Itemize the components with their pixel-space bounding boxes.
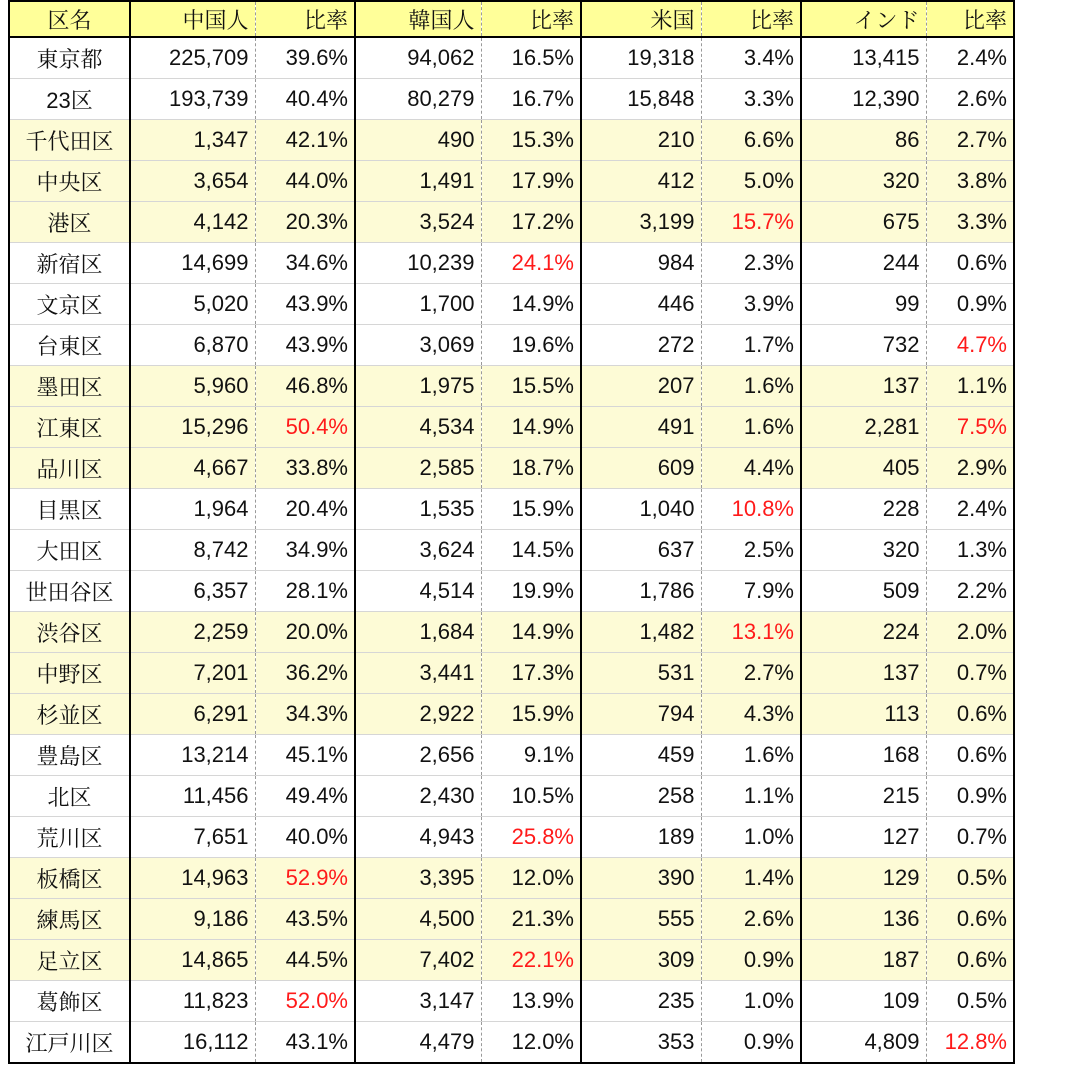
korean-count-cell: 4,943 — [355, 817, 481, 858]
ward-name-cell: 渋谷区 — [9, 612, 130, 653]
table-row — [9, 161, 1014, 202]
chinese-ratio-cell: 50.4% — [255, 407, 355, 448]
india-count-cell: 13,415 — [801, 37, 926, 79]
korean-ratio-cell: 14.9% — [481, 407, 581, 448]
korean-ratio-cell: 24.1% — [481, 243, 581, 284]
table-row — [9, 735, 1014, 776]
ward-name-cell: 東京都 — [9, 37, 130, 79]
ward-name-cell: 豊島区 — [9, 735, 130, 776]
us-count-cell: 1,482 — [581, 612, 701, 653]
us-ratio-cell: 3.4% — [701, 37, 801, 79]
table-body — [9, 37, 1014, 1063]
chinese-count-cell: 14,963 — [130, 858, 255, 899]
us-ratio-cell: 1.0% — [701, 817, 801, 858]
us-count-cell: 3,199 — [581, 202, 701, 243]
chinese-ratio-cell: 28.1% — [255, 571, 355, 612]
us-count-cell: 15,848 — [581, 79, 701, 120]
chinese-ratio-cell: 44.0% — [255, 161, 355, 202]
chinese-ratio-cell: 45.1% — [255, 735, 355, 776]
chinese-ratio-cell: 20.4% — [255, 489, 355, 530]
table-row — [9, 1022, 1014, 1064]
korean-count-cell: 1,491 — [355, 161, 481, 202]
ward-name-cell: 葛飾区 — [9, 981, 130, 1022]
chinese-ratio-cell: 34.3% — [255, 694, 355, 735]
chinese-count-cell: 6,291 — [130, 694, 255, 735]
india-ratio-cell: 0.9% — [926, 284, 1014, 325]
korean-count-cell: 1,700 — [355, 284, 481, 325]
us-count-cell: 531 — [581, 653, 701, 694]
chinese-count-cell: 4,142 — [130, 202, 255, 243]
us-count-cell: 235 — [581, 981, 701, 1022]
korean-ratio-cell: 13.9% — [481, 981, 581, 1022]
india-count-cell: 320 — [801, 161, 926, 202]
ward-name-cell: 新宿区 — [9, 243, 130, 284]
india-ratio-cell: 2.6% — [926, 79, 1014, 120]
india-count-cell: 509 — [801, 571, 926, 612]
india-ratio-cell: 1.3% — [926, 530, 1014, 571]
chinese-count-cell: 5,020 — [130, 284, 255, 325]
us-count-cell: 390 — [581, 858, 701, 899]
ward-name-cell: 江戸川区 — [9, 1022, 130, 1064]
india-ratio-cell: 7.5% — [926, 407, 1014, 448]
korean-ratio-cell: 9.1% — [481, 735, 581, 776]
table-row — [9, 284, 1014, 325]
us-ratio-cell: 2.6% — [701, 899, 801, 940]
ward-name-cell: 荒川区 — [9, 817, 130, 858]
korean-ratio-cell: 12.0% — [481, 1022, 581, 1064]
korean-ratio-cell: 18.7% — [481, 448, 581, 489]
ward-name-cell: 文京区 — [9, 284, 130, 325]
india-ratio-cell: 0.7% — [926, 817, 1014, 858]
table-row — [9, 571, 1014, 612]
india-count-cell: 675 — [801, 202, 926, 243]
korean-ratio-cell: 14.9% — [481, 612, 581, 653]
population-table — [8, 0, 1015, 1064]
india-count-cell: 113 — [801, 694, 926, 735]
india-count-cell: 168 — [801, 735, 926, 776]
korean-count-cell: 3,441 — [355, 653, 481, 694]
india-count-cell: 244 — [801, 243, 926, 284]
india-ratio-cell: 0.7% — [926, 653, 1014, 694]
chinese-ratio-cell: 52.9% — [255, 858, 355, 899]
korean-ratio-cell: 17.9% — [481, 161, 581, 202]
table-row — [9, 940, 1014, 981]
chinese-ratio-cell: 36.2% — [255, 653, 355, 694]
table-row — [9, 202, 1014, 243]
chinese-count-cell: 16,112 — [130, 1022, 255, 1064]
india-ratio-cell: 2.4% — [926, 489, 1014, 530]
us-count-cell: 412 — [581, 161, 701, 202]
us-ratio-cell: 4.4% — [701, 448, 801, 489]
chinese-ratio-cell: 46.8% — [255, 366, 355, 407]
ward-name-cell: 江東区 — [9, 407, 130, 448]
us-ratio-cell: 1.6% — [701, 735, 801, 776]
table-row — [9, 653, 1014, 694]
chinese-ratio-cell: 33.8% — [255, 448, 355, 489]
header-korean: 韓国人 — [355, 1, 481, 37]
india-count-cell: 2,281 — [801, 407, 926, 448]
india-count-cell: 215 — [801, 776, 926, 817]
chinese-count-cell: 6,357 — [130, 571, 255, 612]
table-row — [9, 858, 1014, 899]
korean-count-cell: 4,514 — [355, 571, 481, 612]
us-ratio-cell: 13.1% — [701, 612, 801, 653]
korean-ratio-cell: 17.3% — [481, 653, 581, 694]
india-count-cell: 405 — [801, 448, 926, 489]
chinese-count-cell: 3,654 — [130, 161, 255, 202]
ward-name-cell: 23区 — [9, 79, 130, 120]
korean-count-cell: 2,585 — [355, 448, 481, 489]
india-count-cell: 187 — [801, 940, 926, 981]
chinese-ratio-cell: 43.9% — [255, 284, 355, 325]
us-ratio-cell: 4.3% — [701, 694, 801, 735]
india-ratio-cell: 0.6% — [926, 694, 1014, 735]
chinese-ratio-cell: 42.1% — [255, 120, 355, 161]
korean-count-cell: 3,069 — [355, 325, 481, 366]
us-ratio-cell: 1.4% — [701, 858, 801, 899]
india-ratio-cell: 2.9% — [926, 448, 1014, 489]
india-ratio-cell: 3.3% — [926, 202, 1014, 243]
chinese-count-cell: 7,651 — [130, 817, 255, 858]
header-ratio: 比率 — [255, 1, 355, 37]
india-ratio-cell: 2.2% — [926, 571, 1014, 612]
korean-ratio-cell: 16.7% — [481, 79, 581, 120]
india-ratio-cell: 0.5% — [926, 981, 1014, 1022]
us-ratio-cell: 5.0% — [701, 161, 801, 202]
us-count-cell: 207 — [581, 366, 701, 407]
ward-name-cell: 板橋区 — [9, 858, 130, 899]
korean-count-cell: 490 — [355, 120, 481, 161]
us-ratio-cell: 3.9% — [701, 284, 801, 325]
chinese-ratio-cell: 43.5% — [255, 899, 355, 940]
chinese-ratio-cell: 40.4% — [255, 79, 355, 120]
us-ratio-cell: 0.9% — [701, 1022, 801, 1064]
us-ratio-cell: 3.3% — [701, 79, 801, 120]
chinese-count-cell: 13,214 — [130, 735, 255, 776]
us-count-cell: 794 — [581, 694, 701, 735]
us-count-cell: 446 — [581, 284, 701, 325]
us-ratio-cell: 1.1% — [701, 776, 801, 817]
korean-count-cell: 3,624 — [355, 530, 481, 571]
header-ratio: 比率 — [926, 1, 1014, 37]
ward-name-cell: 目黒区 — [9, 489, 130, 530]
table-row — [9, 448, 1014, 489]
table-row — [9, 366, 1014, 407]
korean-ratio-cell: 16.5% — [481, 37, 581, 79]
us-count-cell: 1,786 — [581, 571, 701, 612]
chinese-count-cell: 7,201 — [130, 653, 255, 694]
us-count-cell: 272 — [581, 325, 701, 366]
table-row — [9, 37, 1014, 79]
table-row — [9, 530, 1014, 571]
ward-name-cell: 北区 — [9, 776, 130, 817]
india-count-cell: 99 — [801, 284, 926, 325]
ward-name-cell: 中野区 — [9, 653, 130, 694]
chinese-ratio-cell: 49.4% — [255, 776, 355, 817]
korean-ratio-cell: 14.5% — [481, 530, 581, 571]
chinese-ratio-cell: 34.9% — [255, 530, 355, 571]
table-row — [9, 243, 1014, 284]
table-row — [9, 407, 1014, 448]
us-count-cell: 637 — [581, 530, 701, 571]
chinese-ratio-cell: 20.3% — [255, 202, 355, 243]
chinese-ratio-cell: 20.0% — [255, 612, 355, 653]
chinese-count-cell: 6,870 — [130, 325, 255, 366]
india-count-cell: 137 — [801, 366, 926, 407]
chinese-count-cell: 8,742 — [130, 530, 255, 571]
korean-ratio-cell: 12.0% — [481, 858, 581, 899]
chinese-count-cell: 9,186 — [130, 899, 255, 940]
header-india: インド — [801, 1, 926, 37]
table-row — [9, 694, 1014, 735]
india-ratio-cell: 2.7% — [926, 120, 1014, 161]
chinese-ratio-cell: 43.9% — [255, 325, 355, 366]
chinese-count-cell: 14,699 — [130, 243, 255, 284]
india-ratio-cell: 3.8% — [926, 161, 1014, 202]
korean-count-cell: 80,279 — [355, 79, 481, 120]
ward-name-cell: 中央区 — [9, 161, 130, 202]
header-ratio: 比率 — [701, 1, 801, 37]
chinese-count-cell: 15,296 — [130, 407, 255, 448]
korean-count-cell: 1,975 — [355, 366, 481, 407]
header-row — [9, 1, 1014, 37]
korean-count-cell: 7,402 — [355, 940, 481, 981]
india-ratio-cell: 2.0% — [926, 612, 1014, 653]
india-count-cell: 732 — [801, 325, 926, 366]
chinese-count-cell: 5,960 — [130, 366, 255, 407]
us-ratio-cell: 1.6% — [701, 366, 801, 407]
chinese-count-cell: 225,709 — [130, 37, 255, 79]
us-ratio-cell: 1.0% — [701, 981, 801, 1022]
korean-count-cell: 4,534 — [355, 407, 481, 448]
korean-ratio-cell: 15.5% — [481, 366, 581, 407]
us-ratio-cell: 15.7% — [701, 202, 801, 243]
us-ratio-cell: 2.7% — [701, 653, 801, 694]
us-ratio-cell: 6.6% — [701, 120, 801, 161]
india-count-cell: 127 — [801, 817, 926, 858]
us-count-cell: 353 — [581, 1022, 701, 1064]
india-count-cell: 224 — [801, 612, 926, 653]
chinese-ratio-cell: 39.6% — [255, 37, 355, 79]
korean-count-cell: 10,239 — [355, 243, 481, 284]
india-ratio-cell: 1.1% — [926, 366, 1014, 407]
ward-name-cell: 品川区 — [9, 448, 130, 489]
chinese-count-cell: 11,823 — [130, 981, 255, 1022]
chinese-ratio-cell: 43.1% — [255, 1022, 355, 1064]
us-ratio-cell: 1.6% — [701, 407, 801, 448]
korean-count-cell: 1,535 — [355, 489, 481, 530]
india-ratio-cell: 0.5% — [926, 858, 1014, 899]
chinese-count-cell: 1,347 — [130, 120, 255, 161]
chinese-count-cell: 4,667 — [130, 448, 255, 489]
us-ratio-cell: 0.9% — [701, 940, 801, 981]
us-count-cell: 555 — [581, 899, 701, 940]
us-count-cell: 210 — [581, 120, 701, 161]
india-count-cell: 86 — [801, 120, 926, 161]
chinese-count-cell: 2,259 — [130, 612, 255, 653]
us-ratio-cell: 7.9% — [701, 571, 801, 612]
chinese-ratio-cell: 40.0% — [255, 817, 355, 858]
korean-ratio-cell: 19.9% — [481, 571, 581, 612]
chinese-count-cell: 11,456 — [130, 776, 255, 817]
korean-ratio-cell: 17.2% — [481, 202, 581, 243]
chinese-ratio-cell: 44.5% — [255, 940, 355, 981]
korean-count-cell: 4,500 — [355, 899, 481, 940]
korean-count-cell: 3,524 — [355, 202, 481, 243]
india-ratio-cell: 0.6% — [926, 899, 1014, 940]
india-count-cell: 320 — [801, 530, 926, 571]
korean-ratio-cell: 15.3% — [481, 120, 581, 161]
ward-name-cell: 練馬区 — [9, 899, 130, 940]
india-ratio-cell: 2.4% — [926, 37, 1014, 79]
india-count-cell: 109 — [801, 981, 926, 1022]
india-ratio-cell: 0.6% — [926, 940, 1014, 981]
korean-count-cell: 1,684 — [355, 612, 481, 653]
korean-count-cell: 2,430 — [355, 776, 481, 817]
chinese-count-cell: 193,739 — [130, 79, 255, 120]
india-count-cell: 129 — [801, 858, 926, 899]
india-count-cell: 4,809 — [801, 1022, 926, 1064]
us-count-cell: 1,040 — [581, 489, 701, 530]
ward-name-cell: 台東区 — [9, 325, 130, 366]
table-row — [9, 981, 1014, 1022]
table-row — [9, 612, 1014, 653]
table-row — [9, 489, 1014, 530]
us-count-cell: 189 — [581, 817, 701, 858]
korean-count-cell: 3,395 — [355, 858, 481, 899]
us-count-cell: 459 — [581, 735, 701, 776]
chinese-ratio-cell: 52.0% — [255, 981, 355, 1022]
table-row — [9, 776, 1014, 817]
header-chinese: 中国人 — [130, 1, 255, 37]
us-count-cell: 984 — [581, 243, 701, 284]
korean-ratio-cell: 21.3% — [481, 899, 581, 940]
korean-ratio-cell: 15.9% — [481, 694, 581, 735]
korean-ratio-cell: 22.1% — [481, 940, 581, 981]
ward-name-cell: 足立区 — [9, 940, 130, 981]
us-ratio-cell: 2.5% — [701, 530, 801, 571]
header-ward: 区名 — [9, 1, 130, 37]
ward-name-cell: 杉並区 — [9, 694, 130, 735]
chinese-count-cell: 14,865 — [130, 940, 255, 981]
india-ratio-cell: 12.8% — [926, 1022, 1014, 1064]
india-count-cell: 12,390 — [801, 79, 926, 120]
us-count-cell: 258 — [581, 776, 701, 817]
india-ratio-cell: 0.9% — [926, 776, 1014, 817]
korean-count-cell: 4,479 — [355, 1022, 481, 1064]
ward-name-cell: 大田区 — [9, 530, 130, 571]
table-header — [9, 1, 1014, 37]
chinese-ratio-cell: 34.6% — [255, 243, 355, 284]
india-count-cell: 228 — [801, 489, 926, 530]
us-count-cell: 309 — [581, 940, 701, 981]
india-ratio-cell: 0.6% — [926, 735, 1014, 776]
india-count-cell: 137 — [801, 653, 926, 694]
us-ratio-cell: 10.8% — [701, 489, 801, 530]
us-ratio-cell: 2.3% — [701, 243, 801, 284]
table-row — [9, 120, 1014, 161]
ward-name-cell: 世田谷区 — [9, 571, 130, 612]
india-ratio-cell: 4.7% — [926, 325, 1014, 366]
ward-name-cell: 港区 — [9, 202, 130, 243]
table-row — [9, 817, 1014, 858]
korean-count-cell: 3,147 — [355, 981, 481, 1022]
header-ratio: 比率 — [481, 1, 581, 37]
ward-name-cell: 墨田区 — [9, 366, 130, 407]
table-row — [9, 325, 1014, 366]
korean-count-cell: 2,922 — [355, 694, 481, 735]
us-count-cell: 609 — [581, 448, 701, 489]
korean-ratio-cell: 19.6% — [481, 325, 581, 366]
us-ratio-cell: 1.7% — [701, 325, 801, 366]
india-ratio-cell: 0.6% — [926, 243, 1014, 284]
chinese-count-cell: 1,964 — [130, 489, 255, 530]
korean-ratio-cell: 15.9% — [481, 489, 581, 530]
ward-name-cell: 千代田区 — [9, 120, 130, 161]
korean-ratio-cell: 25.8% — [481, 817, 581, 858]
korean-count-cell: 94,062 — [355, 37, 481, 79]
india-count-cell: 136 — [801, 899, 926, 940]
korean-ratio-cell: 10.5% — [481, 776, 581, 817]
header-us: 米国 — [581, 1, 701, 37]
us-count-cell: 19,318 — [581, 37, 701, 79]
korean-count-cell: 2,656 — [355, 735, 481, 776]
table-row — [9, 899, 1014, 940]
korean-ratio-cell: 14.9% — [481, 284, 581, 325]
table-row — [9, 79, 1014, 120]
us-count-cell: 491 — [581, 407, 701, 448]
